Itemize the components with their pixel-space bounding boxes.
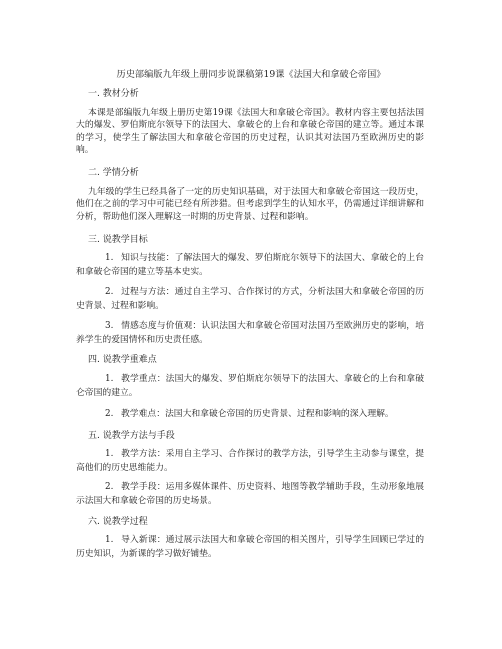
- list-item: [76, 252, 424, 279]
- list-item-number: 1.: [105, 374, 114, 384]
- list-item: [76, 448, 424, 475]
- list-item-number: 3.: [105, 321, 114, 331]
- list-item-text: 教学重点：法国大的爆发、罗伯斯庇尔领导下的法国大、拿破仑的上台和拿破仑帝国的建立。: [76, 374, 424, 398]
- section-heading-student-analysis: 二. 学情分析: [88, 168, 139, 178]
- document-title: 历史部编版九年级上册同步说课稿第19课《法国大和拿破仑帝国》: [116, 69, 386, 80]
- section-heading-key-points: 四. 说教学重难点: [88, 355, 157, 365]
- list-item: [76, 373, 424, 400]
- list-item: [76, 286, 424, 313]
- section-heading-textbook-analysis: 一. 教材分析: [88, 89, 139, 99]
- list-item-text: 导入新课：通过展示法国大和拿破仑帝国的相关图片，引导学生回顾已学过的历史知识，为新课的学习做好铺垫。: [76, 535, 424, 559]
- list-item-text: 教学手段：运用多媒体课件、历史资料、地图等教学辅助手段，生动形象地展示法国大和拿破仑帝国的历史场景。: [76, 482, 424, 506]
- list-item-number: 2.: [105, 287, 114, 297]
- section-heading-teaching-goals: 三. 说教学目标: [88, 235, 148, 245]
- list-item-number: 1.: [105, 535, 114, 545]
- list-item-text: 过程与方法：通过自主学习、合作探讨的方式，分析法国大和拿破仑帝国的历史背景、过程和影响。: [76, 287, 424, 311]
- list-item-number: 1.: [105, 253, 114, 263]
- list-item-text: 教学方法：采用自主学习、合作探讨的教学方法，引导学生主动参与课堂，提高他们的历史思维能力。: [76, 449, 424, 473]
- list-item: [76, 481, 424, 508]
- list-item-text: 知识与技能：了解法国大的爆发、罗伯斯庇尔领导下的法国大、拿破仑的上台和拿破仑帝国的建立等基本史实。: [76, 253, 424, 277]
- list-item-number: 2.: [105, 482, 114, 492]
- section-paragraph-textbook-analysis: 本课是部编版九年级上册历史第19课《法国大和拿破仑帝国》。教材内容主要包括法国大的爆发、罗伯斯庇尔领导下的法国大、拿破仑的上台和拿破仑帝国的建立等。通过本课的学习，使学生了解法国大和拿破仑帝国的历史过程，认识其对法国乃至欧洲历史的影响。: [76, 108, 424, 156]
- list-item-number: 2.: [105, 409, 114, 419]
- list-item: [76, 320, 424, 347]
- list-item: [76, 408, 424, 422]
- section-paragraph-student-analysis: 九年级的学生已经具备了一定的历史知识基础，对于法国大和拿破仑帝国这一段历史，他们在之前的学习中可能已经有所涉猎。但考虑到学生的认知水平，仍需通过详细讲解和分析，帮助他们深入理解这一时期的历史背景、过程和影响。: [76, 187, 424, 222]
- list-item-text: 情感态度与价值观：认识法国大和拿破仑帝国对法国乃至欧洲历史的影响，培养学生的爱国情怀和历史责任感。: [76, 321, 424, 345]
- list-item: [76, 534, 424, 561]
- list-item-text: 教学难点：法国大和拿破仑帝国的历史背景、过程和影响的深入理解。: [121, 409, 394, 419]
- section-heading-methods: 五. 说教学方法与手段: [88, 431, 175, 441]
- list-item-number: 1.: [105, 449, 114, 459]
- section-heading-process: 六. 说教学过程: [88, 517, 148, 527]
